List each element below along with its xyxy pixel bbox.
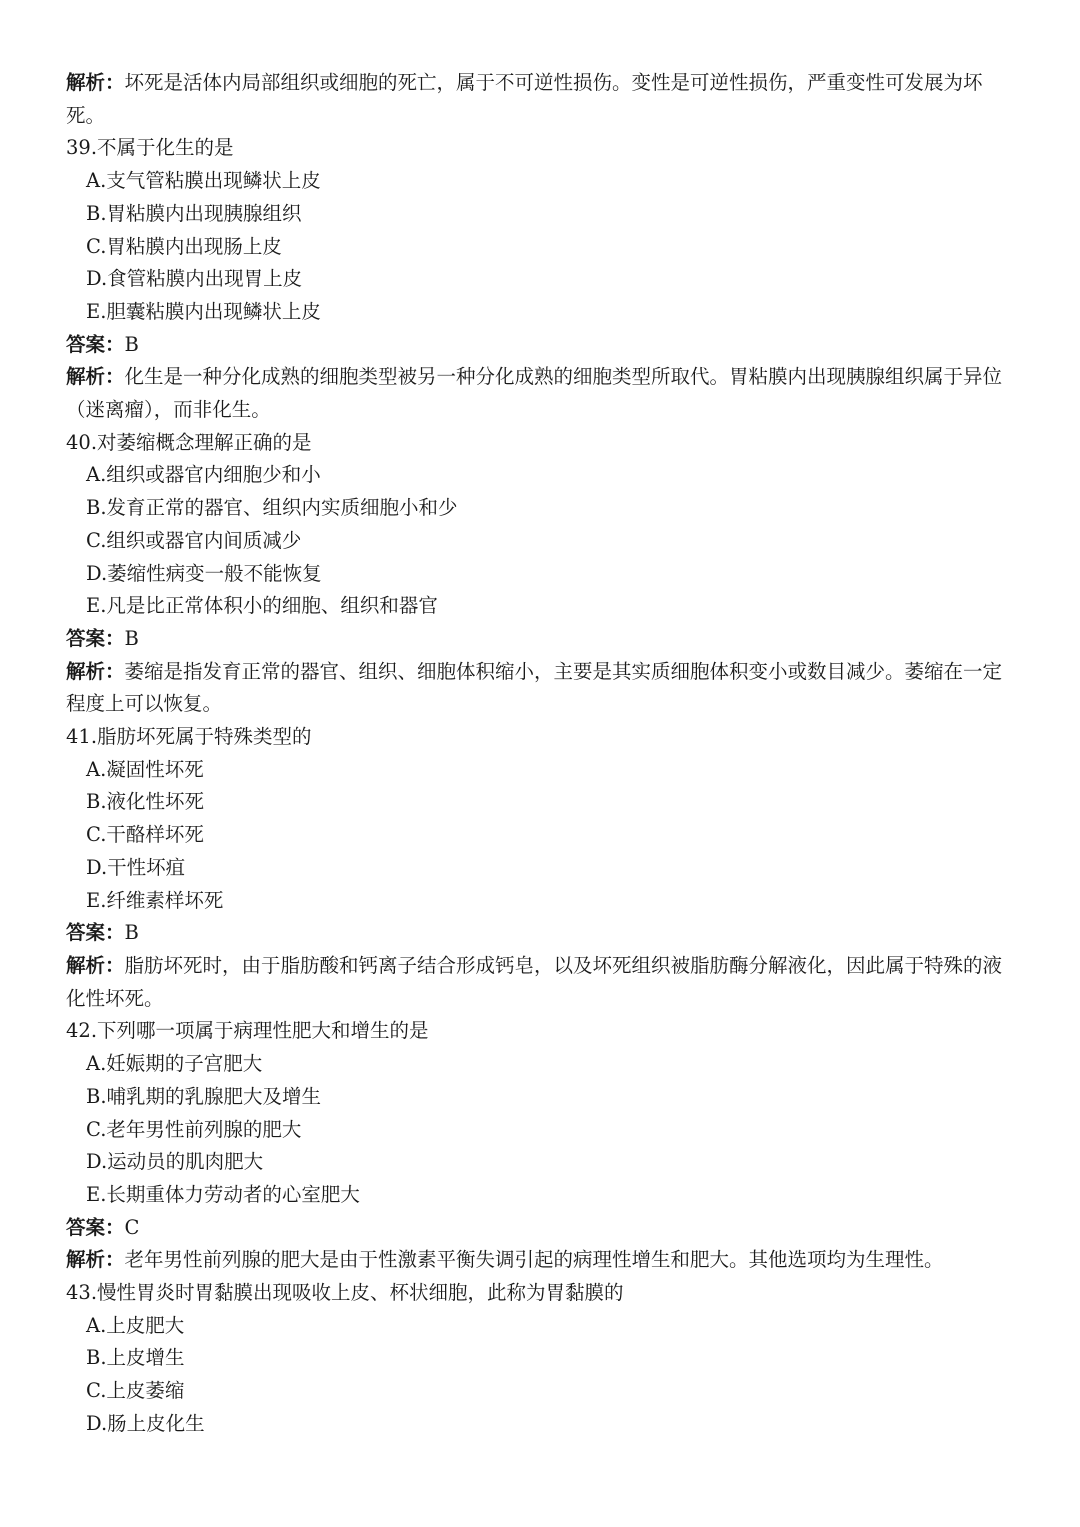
option-d: D.肠上皮化生 — [86, 1411, 205, 1435]
answer-label: 答案： — [66, 332, 125, 356]
analysis-text: 萎缩是指发育正常的器官、组织、细胞体积缩小，主要是其实质细胞体积变小或数目减少。萎缩在一定程度上可以恢复。 — [66, 659, 1003, 716]
answer-label: 答案： — [66, 626, 125, 650]
analysis-paragraph — [66, 950, 1010, 1015]
analysis-text: 老年男性前列腺的肥大是由于性激素平衡失调引起的病理性增生和肥大。其他选项均为生理性。 — [124, 1248, 944, 1272]
answer-line — [66, 917, 1010, 950]
option-b: B.上皮增生 — [86, 1346, 185, 1370]
option-c: C.组织或器官内间质减少 — [86, 528, 302, 552]
answer-label: 答案： — [66, 1215, 125, 1239]
option-a: A.妊娠期的子宫肥大 — [86, 1052, 263, 1076]
option-a: A.支气管粘膜出现鳞状上皮 — [86, 169, 321, 193]
question-stem: 43.慢性胃炎时胃黏膜出现吸收上皮、杯状细胞，此称为胃黏膜的 — [66, 1281, 624, 1305]
option-b: B.胃粘膜内出现胰腺组织 — [86, 201, 302, 225]
analysis-label: 解析： — [66, 365, 125, 389]
option-d: D.干性坏疽 — [86, 855, 186, 879]
answer-line — [66, 329, 1010, 362]
analysis-text: 化生是一种分化成熟的细胞类型被另一种分化成熟的细胞类型所取代。胃粘膜内出现胰腺组织属于异位（迷离瘤），而非化生。 — [66, 365, 1003, 422]
option-a: A.凝固性坏死 — [86, 757, 204, 781]
option-d: D.运动员的肌肉肥大 — [86, 1150, 264, 1174]
analysis-label: 解析： — [66, 1248, 125, 1272]
option-c: C.胃粘膜内出现肠上皮 — [86, 234, 282, 258]
option-c: C.上皮萎缩 — [86, 1379, 185, 1403]
analysis-label: 解析： — [66, 71, 125, 94]
analysis-label: 解析： — [66, 953, 125, 977]
option-c: C.干酪样坏死 — [86, 823, 204, 847]
analysis-paragraph — [66, 67, 1010, 132]
question-stem: 42.下列哪一项属于病理性肥大和增生的是 — [66, 1019, 429, 1043]
analysis-paragraph — [66, 1244, 1010, 1277]
question-stem: 41.脂肪坏死属于特殊类型的 — [66, 725, 312, 749]
answer-label: 答案： — [66, 921, 125, 945]
answer-value: B — [124, 626, 139, 650]
analysis-text: 坏死是活体内局部组织或细胞的死亡，属于不可逆性损伤。变性是可逆性损伤，严重变性可发展为坏死。 — [66, 71, 983, 127]
option-c: C.老年男性前列腺的肥大 — [86, 1117, 302, 1141]
option-e: E.长期重体力劳动者的心室肥大 — [86, 1182, 360, 1206]
option-e: E.胆囊粘膜内出现鳞状上皮 — [86, 299, 321, 323]
analysis-paragraph — [66, 361, 1010, 426]
answer-value: C — [124, 1215, 140, 1239]
option-a: A.上皮肥大 — [86, 1313, 185, 1337]
answer-value: B — [124, 332, 139, 356]
analysis-label: 解析： — [66, 659, 125, 683]
option-b: B.发育正常的器官、组织内实质细胞小和少 — [86, 496, 458, 520]
analysis-paragraph — [66, 656, 1010, 721]
option-d: D.食管粘膜内出现胃上皮 — [86, 267, 303, 291]
option-b: B.哺乳期的乳腺肥大及增生 — [86, 1084, 322, 1108]
analysis-text: 脂肪坏死时，由于脂肪酸和钙离子结合形成钙皂，以及坏死组织被脂肪酶分解液化，因此属于特殊的液化性坏死。 — [66, 953, 1003, 1010]
answer-value: B — [124, 921, 139, 945]
option-d: D.萎缩性病变一般不能恢复 — [86, 561, 322, 585]
answer-line — [66, 1212, 1010, 1245]
option-e: E.凡是比正常体积小的细胞、组织和器官 — [86, 594, 438, 618]
option-b: B.液化性坏死 — [86, 790, 205, 814]
answer-line — [66, 623, 1010, 656]
question-stem: 39.不属于化生的是 — [66, 136, 234, 160]
option-e: E.纤维素样坏死 — [86, 888, 224, 912]
option-a: A.组织或器官内细胞少和小 — [86, 463, 321, 487]
question-stem: 40.对萎缩概念理解正确的是 — [66, 430, 312, 454]
exam-page — [66, 67, 1010, 1441]
